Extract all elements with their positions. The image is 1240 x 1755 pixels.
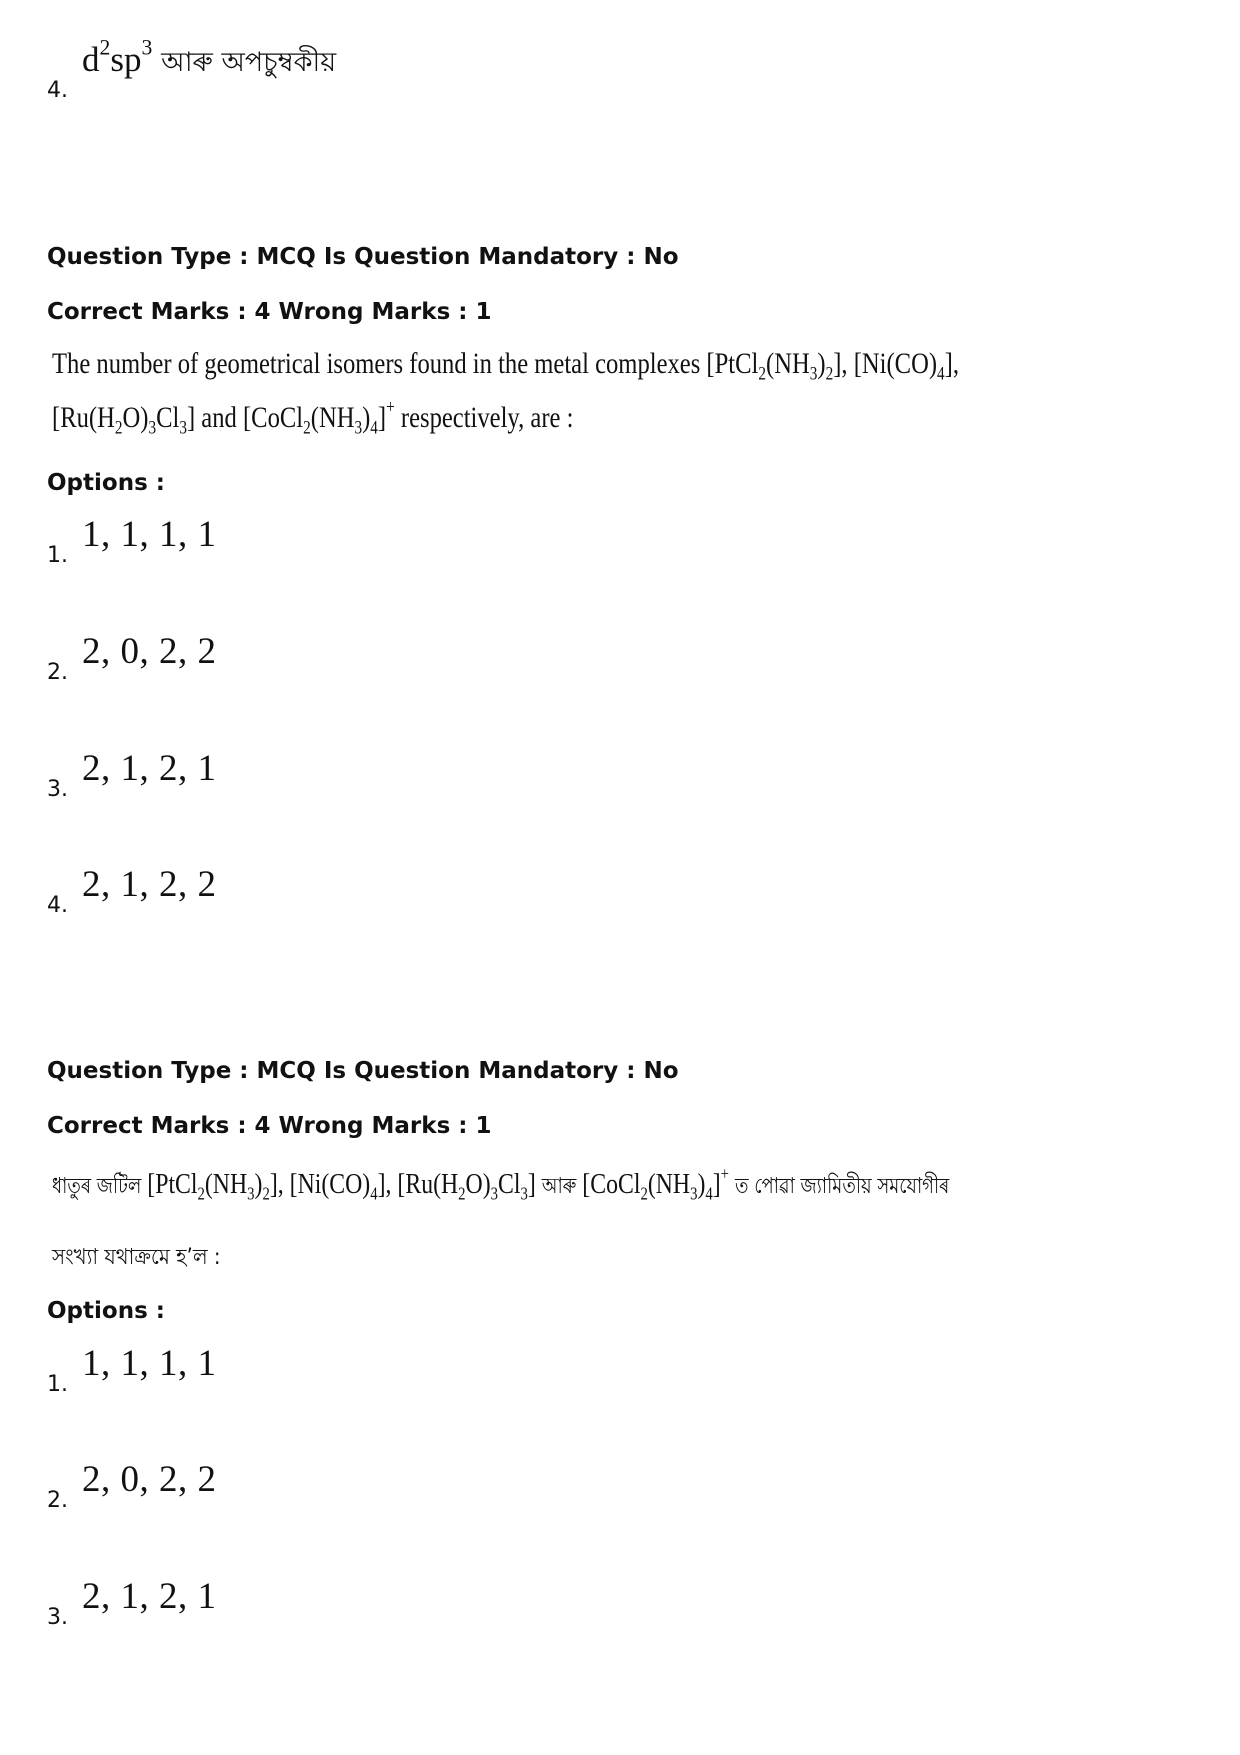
- formula-part: sp: [110, 40, 142, 79]
- formula-part: d: [82, 40, 100, 79]
- option-1-value[interactable]: 1, 1, 1, 1: [82, 514, 217, 555]
- option-2-value[interactable]: 2, 0, 2, 2: [82, 1459, 217, 1500]
- formula-ru-complex: $[Ru(H_2O)_3Cl_3]$: [397, 1168, 536, 1204]
- option-number: 1.: [47, 543, 68, 568]
- option-3-value[interactable]: 2, 1, 2, 1: [82, 748, 217, 789]
- formula-co-complex: $[CoCl_2(NH_3)_4]^+$: [242, 397, 395, 439]
- marks-line: Correct Marks : 4 Wrong Marks : 1: [47, 1113, 492, 1139]
- formula-ni-complex: $[Ni(CO)_4]$,: [853, 347, 960, 385]
- marks-line: Correct Marks : 4 Wrong Marks : 1: [47, 299, 492, 325]
- formula-ni-complex: $[Ni(CO)_4]$,: [289, 1168, 392, 1204]
- formula-pt-complex: $[PtCl_2(NH_3)_2]$,: [706, 347, 848, 385]
- question-text-line2: [52, 397, 574, 439]
- option-1-value[interactable]: 1, 1, 1, 1: [82, 1343, 217, 1384]
- question-text-line2: সংখ্যা যথাক্ৰমে হ’ল :: [52, 1245, 221, 1270]
- formula-superscript: 2: [99, 35, 111, 60]
- option-number: 4.: [47, 893, 68, 918]
- question-type-line: Question Type : MCQ Is Question Mandatory : No: [47, 1058, 679, 1084]
- option-number: 1.: [47, 1372, 68, 1397]
- option-number: 3.: [47, 1605, 68, 1630]
- formula-superscript: 3: [141, 35, 153, 60]
- question-text: ধাতুৰ জটিল: [52, 1174, 142, 1199]
- option-2-value[interactable]: 2, 0, 2, 2: [82, 631, 217, 672]
- question-text-line1: [52, 1163, 950, 1206]
- options-label: Options :: [47, 470, 165, 496]
- question-text-line1: [52, 347, 960, 385]
- option-number: 2.: [47, 660, 68, 685]
- question-text-and: and: [201, 401, 237, 434]
- formula-co-complex: $[CoCl_2(NH_3)_4]^+$: [582, 1163, 729, 1204]
- option-number: 4.: [47, 78, 68, 103]
- question-type-line: Question Type : MCQ Is Question Mandatory : No: [47, 244, 679, 270]
- option-number: 3.: [47, 777, 68, 802]
- formula-pt-complex: $[PtCl_2(NH_3)_2]$,: [147, 1168, 284, 1204]
- option-number: 2.: [47, 1488, 68, 1513]
- option-3-value[interactable]: 2, 1, 2, 1: [82, 1576, 217, 1617]
- formula-ru-complex: $[Ru(H_2O)_3Cl_3]$: [52, 401, 196, 439]
- options-label: Options :: [47, 1298, 165, 1324]
- question-text: The number of geometrical isomers found in the metal complexes: [52, 347, 701, 380]
- question-text-and: আৰু: [541, 1174, 577, 1199]
- option-text: আৰু অপচুম্বকীয়: [161, 47, 337, 78]
- option-value: [82, 35, 337, 87]
- question-text: ত পোৱা জ্যামিতীয় সমযোগীৰ: [734, 1174, 950, 1199]
- option-4-value[interactable]: 2, 1, 2, 2: [82, 864, 217, 905]
- question-text: respectively, are :: [400, 401, 574, 434]
